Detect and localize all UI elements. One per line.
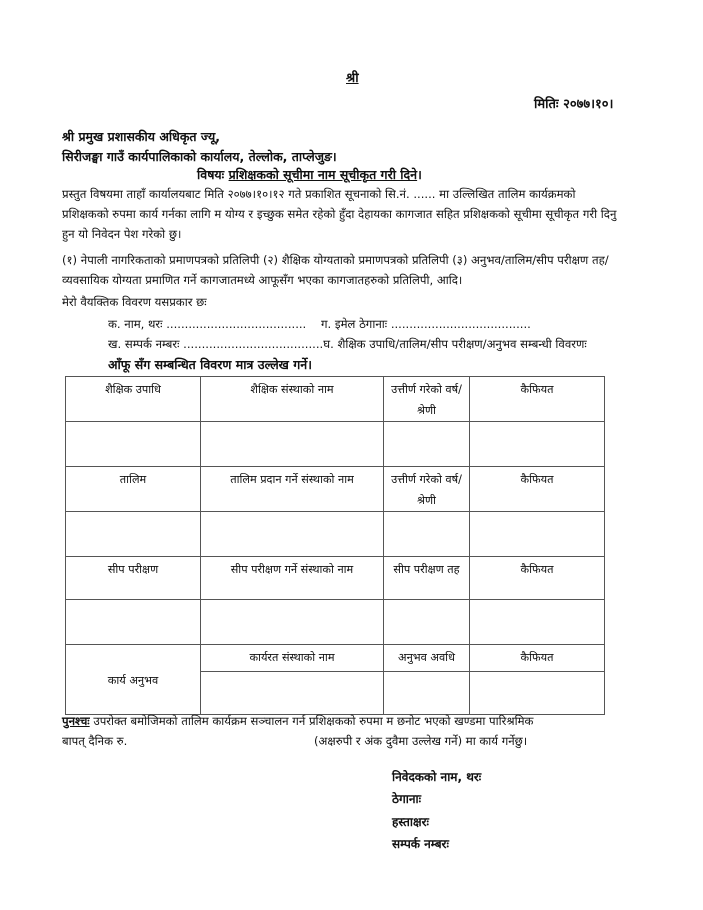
header-cell: तालिम xyxy=(66,467,201,512)
body-paragraph-2: (१) नेपाली नागरिकताको प्रमाणपत्रको प्रतिलिपी (२) शैक्षिक योग्यताको प्रमाणपत्रको प्रतिलिपी (३) अनुभव/तालिम/सीप परीक्षण तह/व्यवसायिक योग्यता प्रमाणित गर्ने कागजातमध्ये आफूसँग भएका कागजातहरुको प्रतिलिपी, आदि। xyxy=(62,253,609,287)
entry-cell[interactable] xyxy=(66,422,201,467)
name-label: क. नाम, थरः xyxy=(108,317,163,331)
entry-cell[interactable] xyxy=(470,600,605,645)
skill-entry-row xyxy=(66,600,605,645)
education-header-row xyxy=(66,377,605,422)
header-cell: उत्तीर्ण गरेको वर्ष/श्रेणी xyxy=(384,467,470,512)
postscript-text: उपरोक्त बमोजिमको तालिम कार्यक्रम सञ्चालन गर्न प्रशिक्षकको रुपमा म छनोट भएको खण्डमा पारिश्रमिक xyxy=(93,714,534,728)
header-cell: शैक्षिक संस्थाको नाम xyxy=(201,377,384,422)
field-row-1 xyxy=(108,317,531,332)
entry-cell[interactable] xyxy=(201,600,384,645)
entry-cell[interactable] xyxy=(66,512,201,557)
body-paragraph-3: मेरो वैयक्तिक विवरण यसप्रकार छः xyxy=(62,295,207,309)
subject-line xyxy=(197,166,422,183)
signature-name: निवेदकको नाम, थरः xyxy=(392,770,482,784)
signature-phone: सम्पर्क नम्बरः xyxy=(392,837,449,851)
entry-cell[interactable] xyxy=(201,422,384,467)
education-entry-row xyxy=(66,422,605,467)
entry-cell[interactable] xyxy=(201,512,384,557)
subject-text: प्रशिक्षकको सूचीमा नाम सूचीकृत गरी दिने xyxy=(228,167,418,182)
entry-cell[interactable] xyxy=(470,512,605,557)
header-cell: कैफियत xyxy=(470,467,605,512)
addressee-line2: सिरीजङ्घा गाउँ कार्यपालिकाको कार्यालय, तेल्लोक, ताप्लेजुङ। xyxy=(62,149,337,164)
education-label: घ. शैक्षिक उपाधि/तालिम/सीप परीक्षण/अनुभव सम्बन्धी विवरणः xyxy=(323,337,587,351)
header-cell: कार्य अनुभव xyxy=(66,645,201,715)
postscript-line2b: (अक्षरुपी र अंक दुवैमा उल्लेख गर्ने) मा कार्य गर्नेछु। xyxy=(314,734,528,748)
header-cell: शैक्षिक उपाधि xyxy=(66,377,201,422)
signature-address: ठेगानाः xyxy=(392,792,422,806)
details-table xyxy=(65,376,605,715)
postscript-line1 xyxy=(62,714,533,729)
postscript-line2a: बापत् दैनिक रु. xyxy=(62,734,128,748)
email-blank[interactable]: ...................................... xyxy=(390,317,531,331)
header-cell: सीप परीक्षण xyxy=(66,557,201,600)
phone-label: ख. सम्पर्क नम्बरः xyxy=(108,337,180,351)
signature-sign: हस्ताक्षरः xyxy=(392,815,429,829)
body-paragraph-1: प्रस्तुत विषयमा ताहाँ कार्यालयबाट मिति २०७७।१०।१२ गते प्रकाशित सूचनाको सि.नं. ...... मा उल्लिखित तालिम कार्यक्रमको प्रशिक्षकको रुपमा कार्य गर्नका लागि म योग्य र इच्छुक समेत रहेको हुँदा देहायका कागजात सहित प्रशिक्षकको सूचीमा सूचीकृत गरी दिनु हुन यो निवेदन पेश गरेको छु। xyxy=(62,187,617,241)
experience-header-row xyxy=(66,645,605,672)
date: मितिः २०७७।१०। xyxy=(534,97,614,112)
subject-end: । xyxy=(417,167,422,182)
entry-cell[interactable] xyxy=(201,672,384,715)
subject-label: विषयः xyxy=(197,167,225,182)
header-cell: उत्तीर्ण गरेको वर्ष/श्रेणी xyxy=(384,377,470,422)
postscript-label: पुनश्चः xyxy=(62,714,90,728)
entry-cell[interactable] xyxy=(470,422,605,467)
header-cell: कैफियत xyxy=(470,557,605,600)
header-cell: कैफियत xyxy=(470,645,605,672)
entry-cell[interactable] xyxy=(384,422,470,467)
shree-heading: श्री xyxy=(346,71,359,86)
header-cell: अनुभव अवधि xyxy=(384,645,470,672)
header-cell: तालिम प्रदान गर्ने संस्थाको नाम xyxy=(201,467,384,512)
addressee-line1: श्री प्रमुख प्रशासकीय अधिकृत ज्यू, xyxy=(62,129,221,144)
table-note: आँफू सँग सम्बन्धित विवरण मात्र उल्लेख गर्ने। xyxy=(108,357,312,372)
field-row-2 xyxy=(108,337,587,352)
entry-cell[interactable] xyxy=(384,512,470,557)
entry-cell[interactable] xyxy=(470,672,605,715)
header-cell: कैफियत xyxy=(470,377,605,422)
header-cell: कार्यरत संस्थाको नाम xyxy=(201,645,384,672)
header-cell: सीप परीक्षण तह xyxy=(384,557,470,600)
entry-cell[interactable] xyxy=(384,672,470,715)
training-header-row xyxy=(66,467,605,512)
training-entry-row xyxy=(66,512,605,557)
header-cell: सीप परीक्षण गर्ने संस्थाको नाम xyxy=(201,557,384,600)
email-label: ग. इमेल ठेगानाः xyxy=(321,317,388,331)
phone-blank[interactable]: ...................................... xyxy=(183,337,324,351)
entry-cell[interactable] xyxy=(66,600,201,645)
entry-cell[interactable] xyxy=(384,600,470,645)
skill-header-row xyxy=(66,557,605,600)
name-blank[interactable]: ...................................... xyxy=(166,317,307,331)
